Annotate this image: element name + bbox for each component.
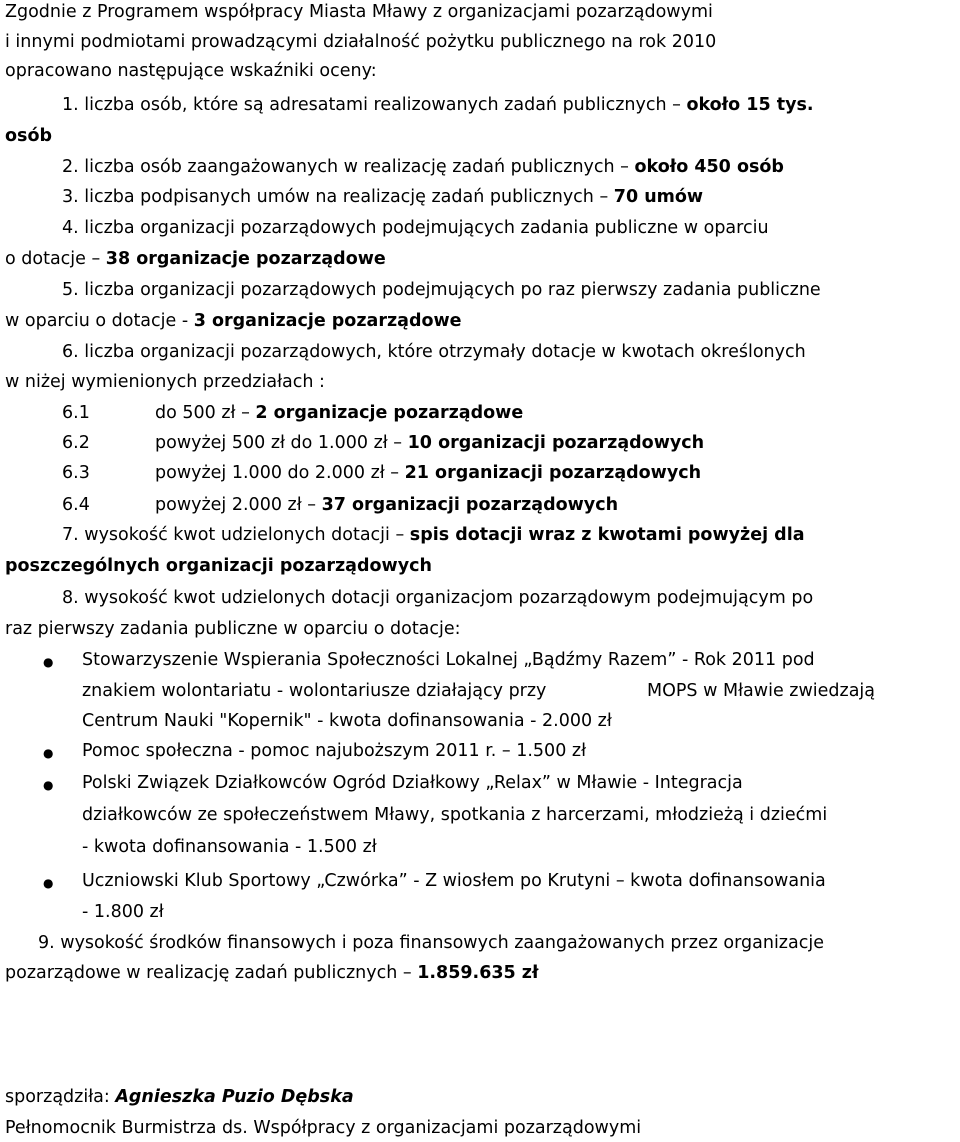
bullet-3-line-1: Polski Związek Działkowców Ogród Działkowy „Relax” w Mławie - Integracja [82,773,743,793]
item-3: 3. liczba podpisanych umów na realizację zadań publicznych – 70 umów [62,187,704,207]
item-6-cont: w niżej wymienionych przedziałach : [5,372,325,392]
item-3-value: 70 umów [613,187,704,207]
item-4: 4. liczba organizacji pozarządowych podejmujących zadania publiczne w oparciu [62,218,769,238]
item-2: 2. liczba osób zaangażowanych w realizację zadań publicznych – około 450 osób [62,157,784,177]
signature-role: Pełnomocnik Burmistrza ds. Współpracy z organizacjami pozarządowymi [5,1118,642,1138]
range-6-4: 6.4 powyżej 2.000 zł – 37 organizacji pozarządowych [62,495,619,515]
intro-line-3: opracowano następujące wskaźniki oceny: [5,61,377,81]
item-4-cont: o dotacje – 38 organizacje pozarządowe [5,249,386,269]
item-2-value: około 450 osób [634,157,784,177]
item-7-cont: poszczególnych organizacji pozarządowych [5,556,432,576]
range-6-1: 6.1 do 500 zł – 2 organizacje pozarządowe [62,403,524,423]
item-5-value: 3 organizacje pozarządowe [193,311,462,331]
intro-line-1: Zgodnie z Programem współpracy Miasta Mławy z organizacjami pozarządowymi [5,2,713,22]
item-8: 8. wysokość kwot udzielonych dotacji organizacjom pozarządowym podejmującym po [62,588,814,608]
item-6: 6. liczba organizacji pozarządowych, które otrzymały dotacje w kwotach określonych [62,342,806,362]
item-4-value: 38 organizacje pozarządowe [105,249,386,269]
item-9: 9. wysokość środków finansowych i poza finansowych zaangażowanych przez organizacje [38,933,824,953]
item-1-cont: osób [5,126,52,146]
bullet-icon: ● [43,655,54,669]
signature-line: sporządziła: Agnieszka Puzio Dębska [5,1087,354,1107]
item-5: 5. liczba organizacji pozarządowych podejmujących po raz pierwszy zadania publiczne [62,280,821,300]
item-5-cont: w oparciu o dotacje - 3 organizacje pozarządowe [5,311,462,331]
item-7-value: spis dotacji wraz z kwotami powyżej dla [409,525,805,545]
bullet-4-line-2: - 1.800 zł [82,902,164,922]
item-9-value: 1.859.635 zł [417,963,539,983]
bullet-icon: ● [43,746,54,760]
bullet-1-line-2b: MOPS w Mławie zwiedzają [647,681,876,701]
item-7: 7. wysokość kwot udzielonych dotacji – spis dotacji wraz z kwotami powyżej dla [62,525,805,545]
range-6-3: 6.3 powyżej 1.000 do 2.000 zł – 21 organizacji pozarządowych [62,463,702,483]
bullet-icon: ● [43,778,54,792]
range-6-2: 6.2 powyżej 500 zł do 1.000 zł – 10 organizacji pozarządowych [62,433,705,453]
bullet-4-line-1: Uczniowski Klub Sportowy „Czwórka” - Z wiosłem po Krutyni – kwota dofinansowania [82,871,826,891]
bullet-1-line-2a: znakiem wolontariatu - wolontariusze działający przy [82,681,547,701]
signature-name: Agnieszka Puzio Dębska [115,1087,354,1107]
bullet-1-line-3: Centrum Nauki "Kopernik" - kwota dofinansowania - 2.000 zł [82,711,612,731]
item-8-cont: raz pierwszy zadania publiczne w oparciu o dotacje: [5,619,461,639]
bullet-icon: ● [43,876,54,890]
intro-line-2: i innymi podmiotami prowadzącymi działalność pożytku publicznego na rok 2010 [5,32,717,52]
bullet-3-line-3: - kwota dofinansowania - 1.500 zł [82,837,377,857]
bullet-1-line-1: Stowarzyszenie Wspierania Społeczności Lokalnej „Bądźmy Razem” - Rok 2011 pod [82,650,815,670]
bullet-2-line-1: Pomoc społeczna - pomoc najuboższym 2011 r. – 1.500 zł [82,741,587,761]
item-1-value: około 15 tys. [686,95,814,115]
bullet-3-line-2: działkowców ze społeczeństwem Mławy, spotkania z harcerzami, młodzieżą i dziećmi [82,805,828,825]
item-1: 1. liczba osób, które są adresatami realizowanych zadań publicznych – około 15 tys. [62,95,814,115]
item-9-cont: pozarządowe w realizację zadań publicznych – 1.859.635 zł [5,963,539,983]
